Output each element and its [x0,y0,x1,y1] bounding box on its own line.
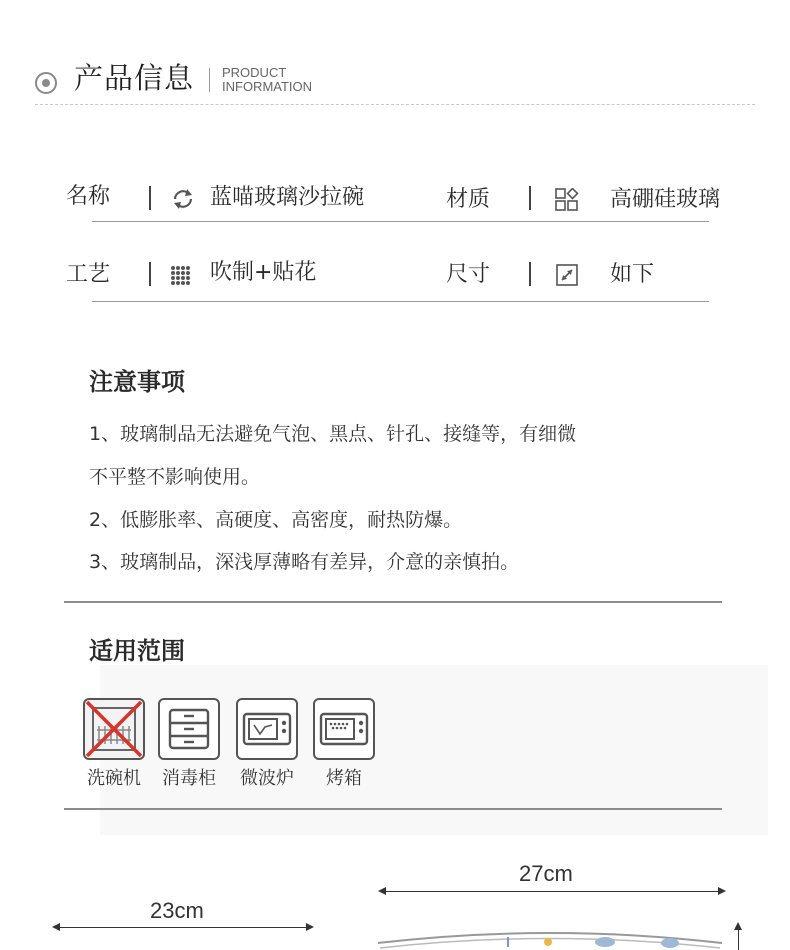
usage-title: 适用范围 [89,637,185,665]
section-divider [64,808,722,810]
header-dashed-divider [35,104,755,105]
size-divider [529,262,531,286]
material-divider [529,186,531,210]
note-line: 不平整不影响使用。 [89,466,261,488]
craft-divider [149,262,151,286]
section-subtitle [222,66,312,94]
arrow-right-icon [306,923,314,931]
microwave-icon [236,698,298,760]
notes-title: 注意事项 [89,368,185,396]
oven-icon [313,698,375,760]
craft-value: 吹制+贴花 [210,260,317,285]
material-label: 材质 [446,187,491,212]
bowl-image [370,915,730,950]
note-line: 1、玻璃制品无法避免气泡、黑点、针孔、接缝等，有细微 [89,423,577,445]
section-divider [64,601,722,603]
name-label: 名称 [66,184,111,209]
dots-grid-icon [170,265,192,287]
note-line: 2、低膨胀率、高硬度、高密度，耐热防爆。 [89,509,463,531]
dimension-top-label: 27cm [519,861,573,886]
oven-label: 烤箱 [326,768,362,789]
name-divider [149,186,151,210]
target-icon [35,72,57,94]
row-divider [92,221,709,222]
dishwasher-icon [83,698,145,760]
arrow-up-icon [734,922,742,930]
material-value: 高硼硅玻璃 [610,187,721,212]
arrow-right-icon [718,887,726,895]
name-value: 蓝喵玻璃沙拉碗 [210,185,365,210]
sterilizer-icon [158,698,220,760]
size-value: 如下 [610,262,655,287]
subtitle-line-1: PRODUCT [222,65,287,80]
dimension-height-line [738,930,739,950]
refresh-icon [170,186,196,212]
dimension-left-line [58,927,308,928]
size-label: 尺寸 [446,262,491,287]
header-divider [209,68,210,92]
row-divider [92,301,709,302]
dimension-left-label: 23cm [150,898,204,923]
grid-icon [555,188,579,212]
microwave-label: 微波炉 [240,768,294,789]
craft-label: 工艺 [66,262,111,287]
dimension-top-line [384,891,720,892]
dishwasher-label: 洗碗机 [87,768,141,789]
section-title: 产品信息 [74,61,195,95]
subtitle-line-2: INFORMATION [222,79,313,94]
resize-icon [556,264,578,286]
note-line: 3、玻璃制品，深浅厚薄略有差异，介意的亲慎拍。 [89,551,520,573]
sterilizer-label: 消毒柜 [162,768,216,789]
